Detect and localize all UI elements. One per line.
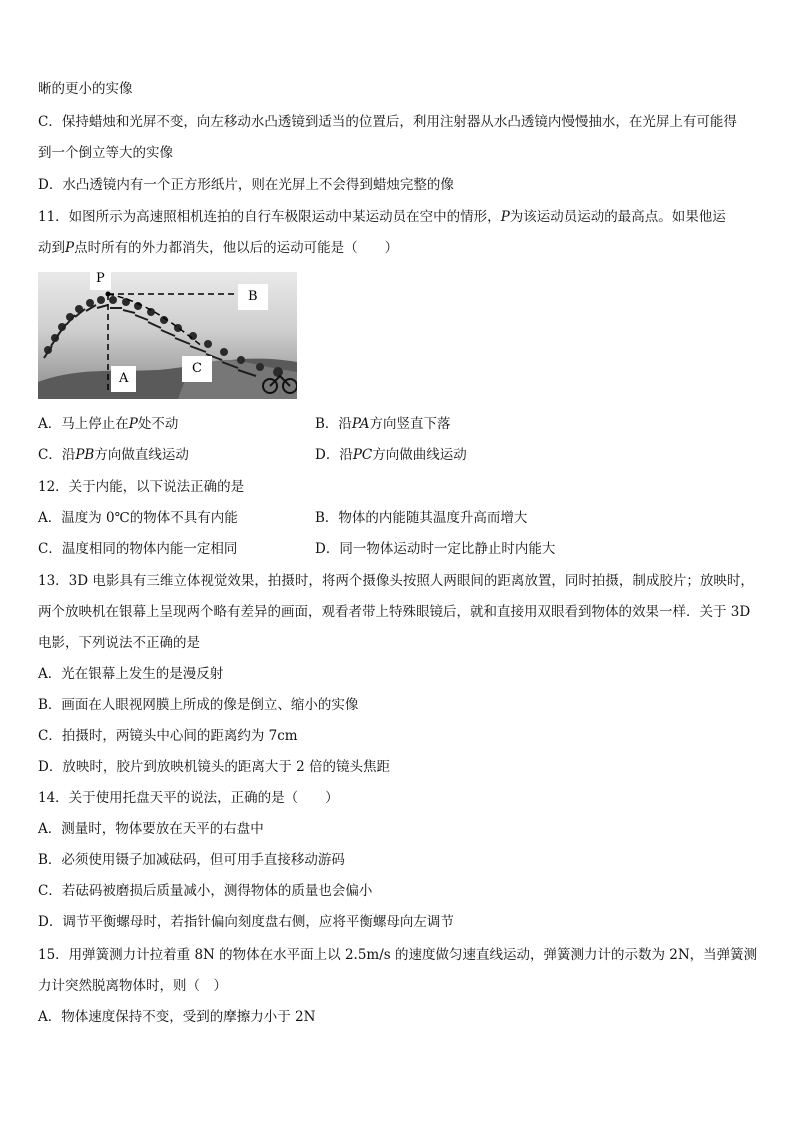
option-text: 方向竖直下落	[369, 416, 451, 432]
q13-option-d: D．放映时，胶片到放映机镜头的距离大于 2 倍的镜头焦距	[38, 759, 390, 775]
q11-stem-text: 动到	[38, 240, 65, 256]
q11-stem-text: 点时所有的外力都消失，他以后的运动可能是（ ）	[74, 240, 399, 256]
q11-option-a	[38, 414, 178, 434]
q14-option-a: A．测量时，物体要放在天平的右盘中	[38, 821, 264, 837]
option-text: C．沿	[38, 447, 76, 463]
q12-option-a: A．温度为 0℃的物体不具有内能	[38, 510, 238, 526]
option-text: 处不动	[137, 416, 179, 432]
text-line: 晰的更小的实像	[38, 81, 133, 97]
option-var: PB	[75, 447, 95, 463]
q15-option-a: A．物体速度保持不变，受到的摩擦力小于 2N	[38, 1009, 316, 1025]
q12-stem: 12．关于内能，以下说法正确的是	[38, 479, 245, 495]
q11-stem-text: 11．如图所示为高速照相机连拍的自行车极限运动中某运动员在空中的情形，	[38, 209, 501, 225]
figure-label-p: P	[90, 272, 111, 290]
q15-stem-line-1: 15．用弹簧测力计拉着重 8N 的物体在水平面上以 2.5m/s 的速度做匀速直线运动，弹簧测力计的示数为 2N，当弹簧测	[38, 947, 758, 963]
q13-stem-line-2: 两个放映机在银幕上呈现两个略有差异的画面，观看者带上特殊眼镜后，就和直接用双眼看到物体的效果一样．关于 3D	[38, 604, 751, 620]
q11-photo-figure	[38, 272, 297, 399]
figure-label-a: A	[111, 366, 136, 392]
q11-option-c	[38, 445, 189, 465]
q11-stem-line-2	[38, 238, 398, 258]
option-d: D．水凸透镜内有一个正方形纸片，则在光屏上不会得到蜡烛完整的像	[38, 177, 454, 193]
q14-option-d: D．调节平衡螺母时，若指针偏向刻度盘右侧，应将平衡螺母向左调节	[38, 914, 454, 930]
option-text: A．马上停止在	[38, 416, 129, 432]
q14-option-c: C．若砝码被磨损后质量减小，测得物体的质量也会偏小	[38, 883, 373, 899]
option-var: P	[128, 416, 138, 432]
q11-option-d	[315, 445, 467, 465]
q14-option-b: B．必须使用镊子加减砝码，但可用手直接移动游码	[38, 852, 345, 868]
q11-var-p: P	[500, 209, 510, 225]
option-var: PC	[352, 447, 373, 463]
q11-stem-line-1	[38, 207, 726, 227]
option-c-line-1: C．保持蜡烛和光屏不变，向左移动水凸透镜到适当的位置后，利用注射器从水凸透镜内慢慢抽水，在光屏上有可能得	[38, 114, 737, 130]
figure-label-b: B	[238, 284, 268, 310]
q13-stem-line-3: 电影，下列说法不正确的是	[38, 635, 200, 651]
q12-option-d: D．同一物体运动时一定比静止时内能大	[315, 541, 556, 557]
option-c-line-2: 到一个倒立等大的实像	[38, 145, 173, 161]
q12-option-b: B．物体的内能随其温度升高而增大	[315, 510, 528, 526]
q11-stem-text: 为该运动员运动的最高点。如果他运	[509, 209, 726, 225]
q15-stem-line-2: 力计突然脱离物体时，则（ ）	[38, 978, 227, 994]
q13-stem-line-1: 13．3D 电影具有三维立体视觉效果，拍摄时，将两个摄像头按照人两眼间的距离放置，同时拍摄，制成胶片；放映时，	[38, 573, 754, 589]
q11-option-b	[315, 414, 451, 434]
option-text: B．沿	[315, 416, 352, 432]
q12-option-c: C．温度相同的物体内能一定相同	[38, 541, 238, 557]
q14-stem: 14．关于使用托盘天平的说法，正确的是（ ）	[38, 790, 339, 806]
q13-option-b: B．画面在人眼视网膜上所成的像是倒立、缩小的实像	[38, 697, 359, 713]
option-text: D．沿	[315, 447, 353, 463]
option-text: 方向做直线运动	[94, 447, 189, 463]
q11-var-p: P	[65, 240, 75, 256]
option-text: 方向做曲线运动	[372, 447, 467, 463]
option-var: PA	[351, 416, 370, 432]
q13-option-c: C．拍摄时，两镜头中心间的距离约为 7cm	[38, 728, 298, 744]
figure-label-c: C	[182, 356, 212, 382]
q13-option-a: A．光在银幕上发生的是漫反射	[38, 666, 224, 682]
